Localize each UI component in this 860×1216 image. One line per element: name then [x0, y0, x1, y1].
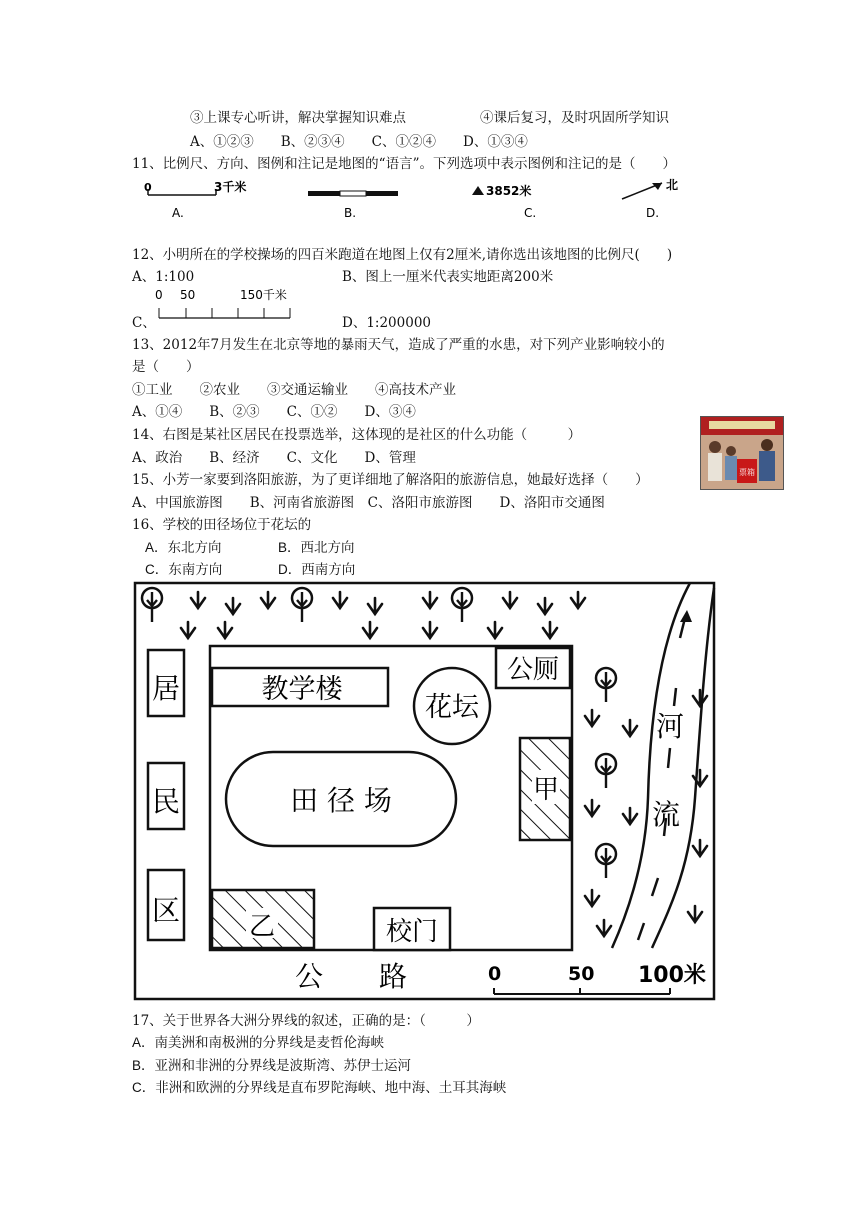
q12-option-b: B、图上一厘米代表实地距离200米: [342, 269, 554, 285]
q12-stem: 12、小明所在的学校操场的四百米跑道在地图上仅有2厘米,请你选出该地图的比例尺( ): [132, 247, 673, 263]
q10-choices: A、①②③ B、②③④ C、①②④ D、①③④: [190, 134, 528, 150]
q12-option-a: A、1:100: [132, 269, 195, 285]
q16-option-c: C．东南方向: [145, 562, 223, 577]
q15-stem: 15、小芳一家要到洛阳旅游，为了更详细地了解洛阳的旅游信息，她最好选择（ ）: [132, 472, 649, 488]
q17-option-b: B．亚洲和非洲的分界线是波斯湾、苏伊士运河: [132, 1058, 412, 1073]
ballot-box-text: 票箱: [739, 468, 755, 477]
q12-scale-50: 50: [180, 288, 196, 302]
q10-option-4: ④课后复习，及时巩固所学知识: [480, 110, 669, 126]
q12-option-c: C、: [132, 315, 156, 331]
voting-photo: [700, 416, 784, 490]
map-scale-0: 0: [488, 963, 502, 985]
q15-choices: A、中国旅游图 B、河南省旅游图 C、洛阳市旅游图 D、洛阳市交通图: [132, 495, 605, 511]
track-field-label: 田 径 场: [290, 784, 392, 817]
q17-option-c: C．非洲和欧洲的分界线是直布罗陀海峡、地中海、土耳其海峡: [132, 1080, 507, 1095]
q16-option-a: A．东北方向: [145, 540, 222, 555]
q13-stem-line1: 13、2012年7月发生在北京等地的暴雨天气，造成了严重的水患，对下列产业影响较小的: [132, 337, 665, 353]
map-scale-bar: [488, 962, 706, 994]
q11-stem: 11、比例尺、方向、图例和注记是地图的“语言”。下列选项中表示图例和注记的是（ ）: [132, 156, 676, 172]
residential-char-2: 民: [151, 785, 181, 818]
q11-a-text: 3千米: [214, 180, 247, 194]
school-gate-label: 校门: [385, 917, 439, 947]
q11-d-text: 北: [666, 178, 679, 192]
q13-items: ①工业 ②农业 ③交通运输业 ④高技术产业: [132, 382, 456, 398]
q11-legend-figures: [130, 175, 730, 223]
q11-c-text: 3852米: [486, 184, 532, 198]
map-scale-100: 100米: [638, 963, 706, 988]
q12-option-d: D、1:200000: [342, 315, 431, 331]
school-map: [130, 578, 720, 1004]
q16-stem: 16、学校的田径场位于花坛的: [132, 517, 312, 533]
q14-stem: 14、右图是某社区居民在投票选举，这体现的是社区的什么功能（ ）: [132, 427, 582, 443]
q11-label-c: C.: [524, 206, 537, 220]
q12-scale-150: 150千米: [240, 288, 287, 302]
q10-option-3: ③上课专心听讲，解决掌握知识难点: [190, 110, 406, 126]
q13-stem-line2: 是（ ）: [132, 359, 200, 375]
q11-label-d: D.: [646, 206, 660, 220]
q11-label-a: A.: [172, 206, 184, 220]
q11-a-zero: 0: [144, 181, 152, 194]
river-bank-right: [652, 588, 714, 948]
river-char-1: 河: [655, 710, 685, 743]
building-yi-label: 乙: [248, 912, 276, 942]
flower-bed-label: 花坛: [425, 692, 479, 723]
q14-choices: A、政治 B、经济 C、文化 D、管理: [132, 450, 416, 466]
q17-stem: 17、关于世界各大洲分界线的叙述，正确的是：（ ）: [132, 1013, 480, 1029]
q16-option-b: B．西北方向: [278, 540, 355, 555]
vegetation-right: [585, 668, 707, 936]
river-char-2: 流: [651, 798, 681, 831]
q16-option-d: D．西南方向: [278, 562, 356, 577]
q11-label-b: B.: [344, 206, 357, 220]
road-label: 公 路: [295, 960, 408, 993]
q12-scale-0: 0: [155, 288, 163, 302]
teaching-building-label: 教学楼: [261, 674, 343, 705]
toilet-label: 公厕: [506, 655, 560, 685]
building-jia-label: 甲: [532, 775, 560, 805]
q17-option-a: A．南美洲和南极洲的分界线是麦哲伦海峡: [132, 1035, 385, 1050]
vegetation-top: [142, 588, 585, 638]
q12-scale-bar: [150, 286, 310, 324]
river-bank-left: [612, 583, 690, 948]
q13-choices: A、①④ B、②③ C、①② D、③④: [132, 404, 416, 420]
river-arrow-icon: [680, 610, 692, 622]
residential-char-1: 居: [151, 672, 181, 705]
residential-char-3: 区: [151, 894, 181, 927]
map-scale-50: 50: [568, 963, 595, 985]
